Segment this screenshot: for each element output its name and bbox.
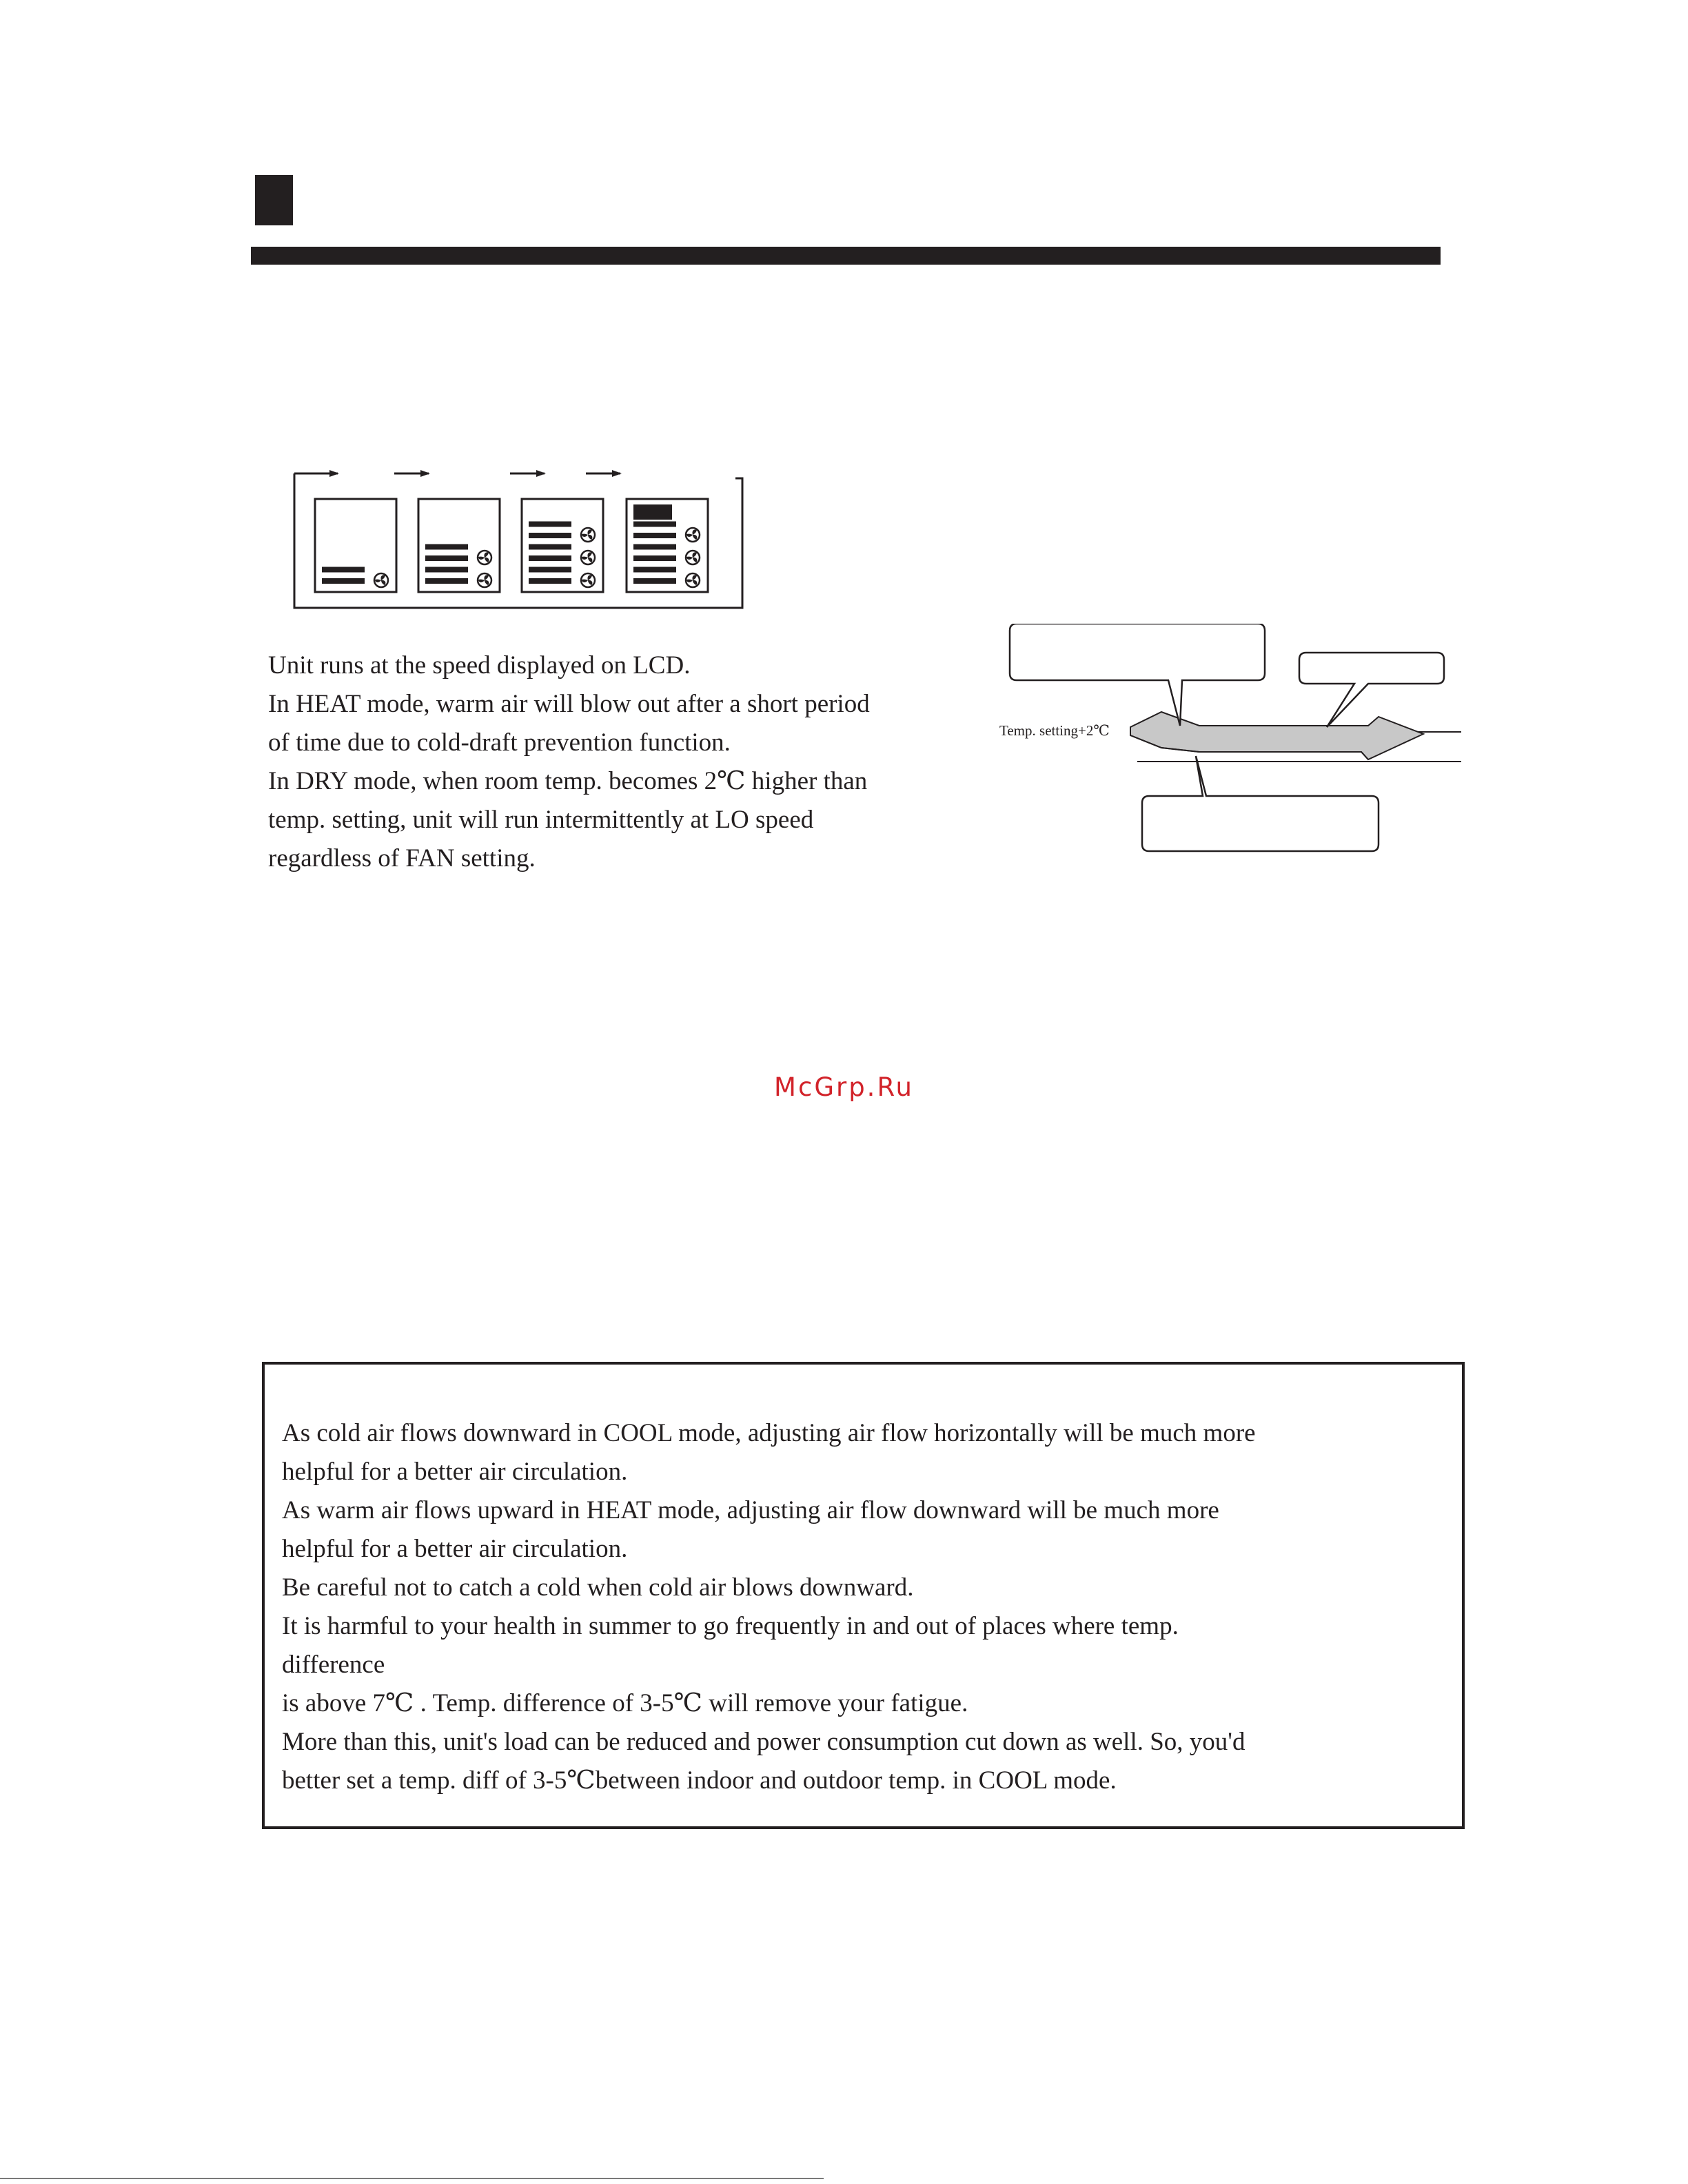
lcd-speed-panel (522, 499, 603, 592)
tip-line: helpful for a better air circulation. (282, 1458, 628, 1486)
text-line: Unit runs at the speed displayed on LCD. (268, 651, 691, 680)
speed-bar (529, 555, 571, 561)
lcd-panel-frame (315, 499, 396, 592)
speed-bar (425, 578, 468, 584)
tip-line: is above 7℃ . Temp. difference of 3-5℃ will remove your fatigue. (282, 1689, 968, 1717)
speed-bar (529, 578, 571, 584)
speed-bar (529, 544, 571, 550)
page-bottom-rule (0, 2178, 824, 2179)
text-line: In HEAT mode, warm air will blow out after a short period (268, 690, 870, 718)
speed-bar (633, 522, 676, 527)
tip-line: difference (282, 1651, 385, 1679)
tip-line: More than this, unit's load can be reduced and power consumption cut down as well. So, you'd (282, 1728, 1245, 1756)
callout-bubble-3 (1142, 756, 1379, 851)
tips-text (282, 1414, 1440, 1800)
tip-line: Be careful not to catch a cold when cold air blows downward. (282, 1573, 914, 1602)
section-header-rule (251, 247, 1441, 265)
turbo-block (633, 504, 672, 520)
speed-bar (633, 578, 676, 584)
text-line: In DRY mode, when room temp. becomes 2℃ higher than (268, 767, 868, 795)
tip-line: It is harmful to your health in summer to go frequently in and out of places where temp. (282, 1612, 1179, 1640)
lcd-speed-panel (315, 499, 396, 592)
speed-bar (322, 578, 365, 584)
speed-bar (425, 567, 468, 573)
speed-bar (633, 567, 676, 573)
tip-line: better set a temp. diff of 3-5℃between indoor and outdoor temp. in COOL mode. (282, 1766, 1117, 1795)
dry-mode-flow-diagram (993, 624, 1461, 865)
lcd-speed-panel (418, 499, 500, 592)
tip-line: As cold air flows downward in COOL mode, adjusting air flow horizontally will be much more (282, 1419, 1256, 1447)
text-line: regardless of FAN setting. (268, 844, 536, 872)
speed-bar (633, 544, 676, 550)
watermark: McGrp.Ru (774, 1072, 914, 1102)
speed-bar (529, 567, 571, 573)
speed-bar (529, 522, 571, 527)
speed-bar (425, 544, 468, 550)
speed-bar (633, 533, 676, 538)
speed-bar (529, 533, 571, 538)
callout-bubble-2 (1299, 653, 1444, 727)
tip-line: As warm air flows upward in HEAT mode, adjusting air flow downward will be much more (282, 1496, 1219, 1524)
text-line: of time due to cold-draft prevention function. (268, 728, 731, 757)
text-line: temp. setting, unit will run intermittently at LO speed (268, 806, 814, 834)
lcd-speed-panel (627, 499, 708, 592)
fan-speed-cycle-diagram (291, 470, 746, 615)
speed-bar (425, 555, 468, 561)
callout-bubble-1 (1010, 624, 1265, 726)
section-marker-block (255, 175, 293, 225)
tip-line: helpful for a better air circulation. (282, 1535, 628, 1563)
fan-speed-description (268, 646, 957, 878)
speed-bar (633, 555, 676, 561)
temp-setting-label: Temp. setting+2℃ (999, 722, 1110, 739)
speed-bar (322, 567, 365, 573)
